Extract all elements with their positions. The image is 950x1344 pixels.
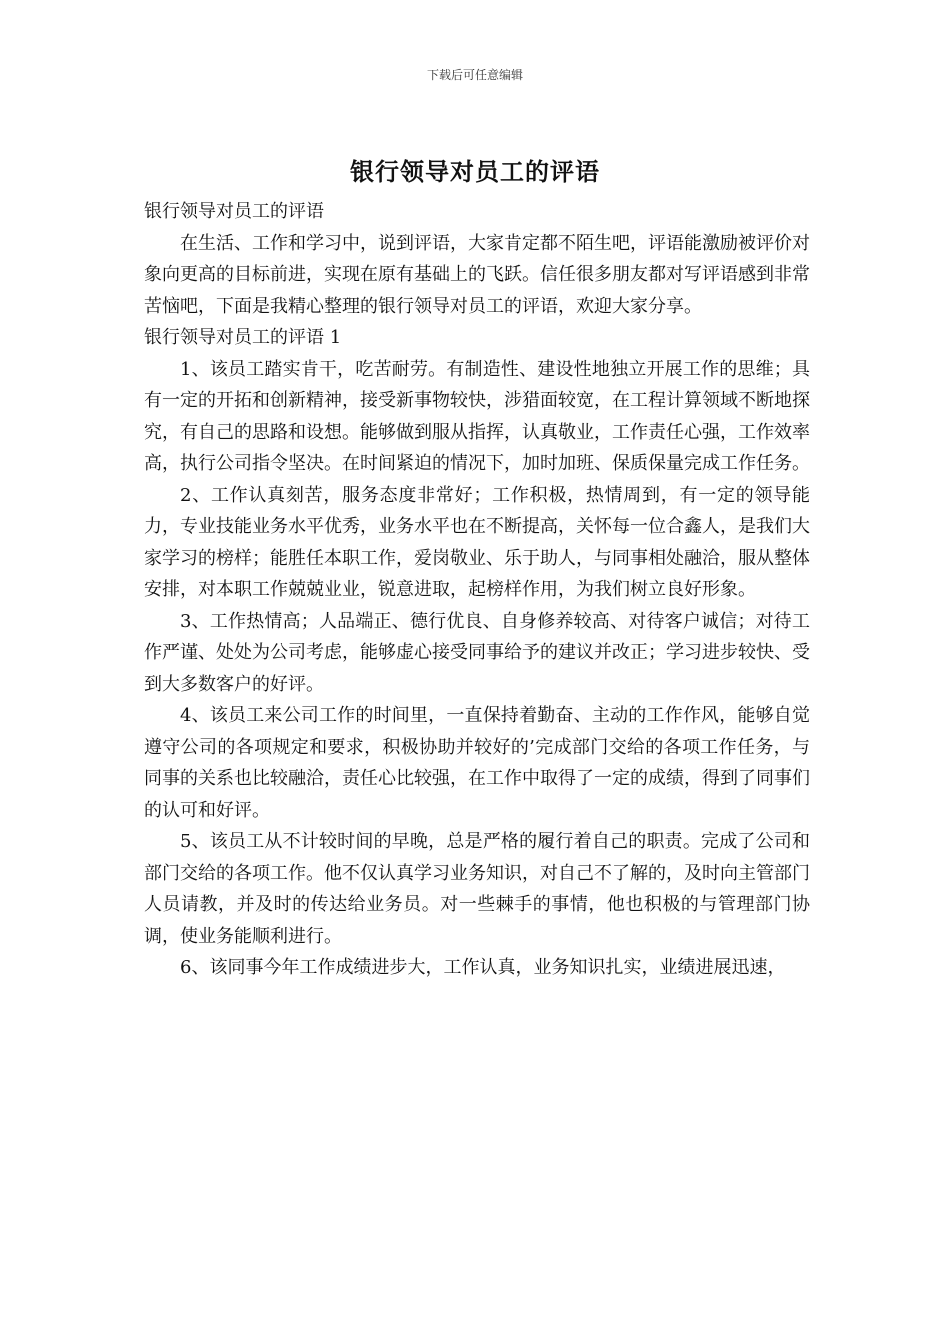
- comment-item-4: 4、该员工来公司工作的时间里，一直保持着勤奋、主动的工作作风，能够自觉遵守公司的各项规定和要求，积极协助并较好的’完成部门交给的各项工作任务，与同事的关系也比较融洽，责任心比较强，在工作中取得了一定的成绩，得到了同事们的认可和好评。: [144, 705, 810, 821]
- comment-item-5: 5、该员工从不计较时间的早晚，总是严格的履行着自己的职责。完成了公司和部门交给的各项工作。他不仅认真学习业务知识，对自己不了解的，及时向主管部门人员请教，并及时的传达给业务员。对一些棘手的事情，他也积极的与管理部门协调，使业务能顺利进行。: [144, 831, 810, 947]
- comment-item-1: 1、该员工踏实肯干，吃苦耐劳。有制造性、建设性地独立开展工作的思维；具有一定的开拓和创新精神，接受新事物较快，涉猎面较宽，在工程计算领域不断地探究，有自己的思路和设想。能够做到服从指挥，认真敬业，工作责任心强，工作效率高，执行公司指令坚决。在时间紧迫的情况下，加时加班、保质保量完成工作任务。: [144, 358, 810, 474]
- comment-item-3: 3、工作热情高；人品端正、德行优良、自身修养较高、对待客户诚信；对待工作严谨、处处为公司考虑，能够虚心接受同事给予的建议并改正；学习进步较快、受到大多数客户的好评。: [144, 610, 810, 695]
- document-body: [144, 196, 810, 984]
- subtitle-line: 银行领导对员工的评语: [144, 201, 324, 222]
- header-note: 下载后可任意编辑: [426, 68, 523, 82]
- section-heading: 银行领导对员工的评语 1: [144, 327, 342, 348]
- comment-item-2: 2、工作认真刻苦，服务态度非常好；工作积极，热情周到，有一定的领导能力，专业技能业务水平优秀，业务水平也在不断提高，关怀每一位合鑫人，是我们大家学习的榜样；能胜任本职工作，爱岗敬业、乐于助人，与同事相处融洽，服从整体安排，对本职工作兢兢业业，锐意进取，起榜样作用，为我们树立良好形象。: [144, 484, 810, 600]
- comment-item-6: 6、该同事今年工作成绩进步大，工作认真，业务知识扎实，业绩进展迅速，: [180, 957, 786, 978]
- intro-paragraph: 在生活、工作和学习中，说到评语，大家肯定都不陌生吧，评语能激励被评价对象向更高的目标前进，实现在原有基础上的飞跃。信任很多朋友都对写评语感到非常苦恼吧，下面是我精心整理的银行领导对员工的评语，欢迎大家分享。: [144, 232, 810, 317]
- document-title: 银行领导对员工的评语: [350, 157, 600, 186]
